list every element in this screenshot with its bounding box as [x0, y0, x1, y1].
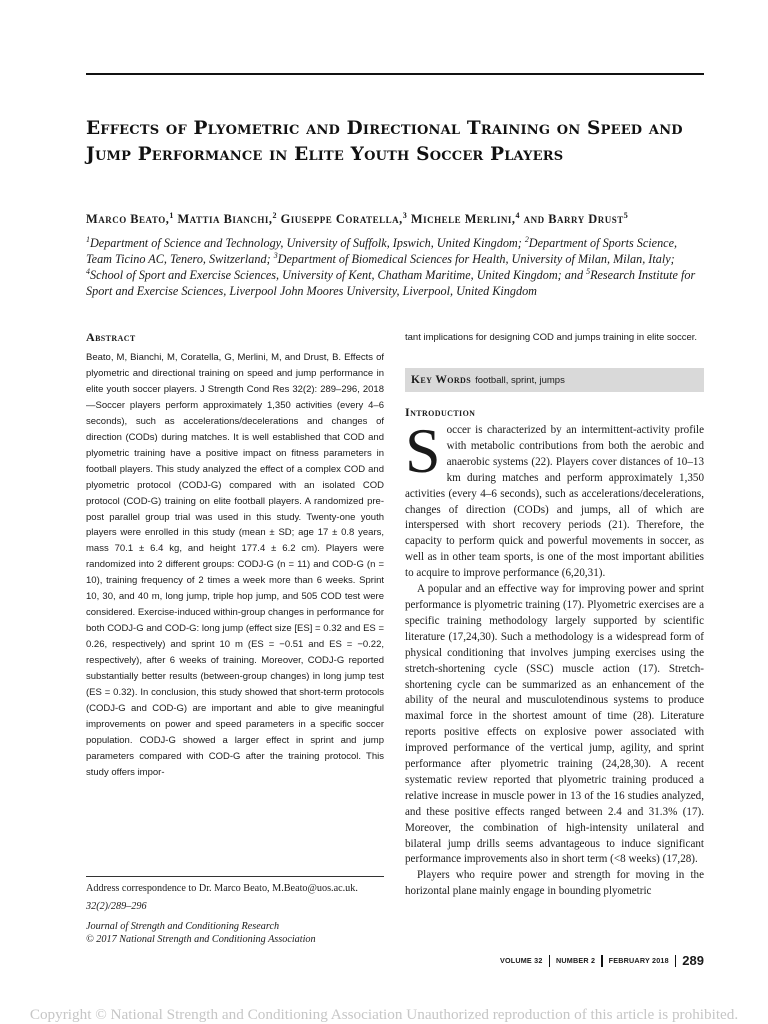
affiliation-marker: 3 [273, 250, 278, 260]
affiliation-text: Department of Science and Technology, University of Suffolk, Ipswich, United Kingdom; [89, 236, 525, 250]
affiliations [86, 235, 704, 299]
volume-label: VOLUME 32 [499, 956, 543, 965]
introduction-body [405, 415, 704, 900]
paragraph: A popular and an effective way for improving power and sprint performance is plyometric training (17). Plyometric exercises are a specific training methodology largely supported by scientific literature (17,24,30). Such a methodology is a widespread form of physical conditioning that involves jumping exercises using the stretch-shortening cycle (SSC) muscle action (17). Stretch-shortening cycle can be summarized as an enhancement of the ability of the neural and musculotendinous systems to produce maximal force in the shortest amount of time (28). Literature reports positive effects on explosive power associated with improved performance of the vertical jump, agility, and sprint performance after plyometric training (24,28,30). A recent systematic review reported that plyometric training produced a relative increase in muscle power in 13 of the 16 studies analyzed, and these positive effects ranged between 2.4 and 31.3% (17). Moreover, the combination of high-intensity unilateral and bilateral jump drills seems advantageous to induce significant performance improvements also in short term (<8 weeks) (17,28). [405, 583, 704, 866]
journal-name: Journal of Strength and Conditioning Research [86, 921, 280, 932]
keywords-box [405, 368, 704, 392]
author-affiliation-marker: 5 [623, 210, 629, 220]
abstract-heading: Abstract [86, 330, 136, 344]
keywords-heading: Key Words [411, 374, 472, 386]
introduction-heading: Introduction [405, 405, 476, 419]
author-affiliation-marker: 4 [515, 210, 521, 220]
footer-divider [601, 955, 603, 967]
affiliation-marker: 4 [86, 266, 90, 276]
page-number: 289 [682, 953, 704, 968]
affiliation-marker: 1 [86, 234, 90, 244]
affiliation-marker: 5 [586, 266, 591, 276]
issue-date: FEBRUARY 2018 [608, 956, 669, 965]
author-affiliation-marker: 3 [402, 210, 408, 220]
author-name: Giuseppe Coratella, [280, 212, 403, 226]
paragraph: Players who require power and strength for moving in the horizontal plane mainly engage in bounding plyometric [405, 869, 704, 898]
drop-cap: S [405, 415, 441, 486]
abstract-body: Beato, M, Bianchi, M, Coratella, G, Merlini, M, and Drust, B. Effects of plyometric and directional training on speed and jump performance in elite youth soccer players. J Strength Cond Res 32(2): 289–296, 2018—Soccer players perform approximately 1,350 activities (every 4–6 seconds), such as accelerations/decelerations and changes of direction (CODs) during matches. It is well established that COD and plyometric training have a positive impact on fitness parameters in football players. This study analyzed the effect of a complex COD and plyometric protocol (CODJ-G) compared with an isolated COD protocol (COD-G) training on elite football players. A randomized pre-post parallel group trial was used in this study. Twenty-one youth players were enrolled in this study (mean ± SD; age 17 ± 0.8 years, mass 70.1 ± 6.4 kg, and height 177.4 ± 6.2 cm). Players were randomized into 2 different groups: CODJ-G (n = 11) and COD-G (n = 10), training frequency of 2 times a week more than 6 weeks. Sprint 10, 30, and 40 m, long jump, triple hop jump, and 505 COD test were considered. Exercise-induced within-group changes in performance for both CODJ-G and COD-G: long jump (effect size [ES] = 0.32 and ES = 0.26, respectively) and sprint 10 m (ES = −0.51 and ES = −0.22, respectively), after 6 weeks of training. Moreover, CODJ-G reported substantially better results (between-group changes) in long jump test (ES = 0.32). In conclusion, this study showed that short-term protocols (CODJ-G and COD-G) are important and able to give meaningful improvements on power and speed parameters in a specific soccer population. CODJ-G showed a larger effect in sprint and jump parameters compared with COD-G after the training protocol. This study offers impor- [86, 352, 384, 778]
copyright-watermark: Copyright © National Strength and Conditioning Association Unauthorized reproduction of this article is prohibited. [29, 1006, 739, 1023]
abstract-continuation: tant implications for designing COD and jumps training in elite soccer. [405, 332, 698, 343]
affiliation-text: Department of Biomedical Sciences for Health, University of Milan, Milan, Italy; [277, 252, 675, 266]
affiliation-text: Department of Sports Science, Team Ticino AC, Tenero, Switzerland; [86, 236, 678, 266]
correspondence-note: Address correspondence to Dr. Marco Beato, M.Beato@uos.ac.uk. [86, 883, 358, 894]
author-affiliation-marker: 2 [272, 210, 278, 220]
paragraph [405, 415, 704, 582]
footer-divider [549, 955, 551, 967]
author-name: Michele Merlini, [410, 212, 516, 226]
footnote-rule [86, 876, 384, 877]
citation-note: 32(2)/289–296 [86, 901, 147, 912]
issue-number: NUMBER 2 [556, 956, 596, 965]
author-affiliation-marker: 1 [169, 210, 174, 220]
copyright-note: © 2017 National Strength and Conditioning Association [86, 934, 316, 945]
affiliation-text: School of Sport and Exercise Sciences, University of Kent, Chatham Maritime, United Kingdom; and [89, 268, 587, 282]
affiliation-text: Research Institute for Sport and Exercise Sciences, Liverpool John Moores University, Liverpool, United Kingdom [86, 268, 696, 298]
author-list [86, 212, 711, 227]
footer-divider [675, 955, 677, 967]
author-name: and Barry Drust [523, 212, 624, 226]
article-title: Effects of Plyometric and Directional Training on Speed and Jump Performance in Elite Youth Soccer Players [86, 118, 683, 165]
affiliation-marker: 2 [524, 234, 529, 244]
header-rule [86, 73, 704, 75]
author-name: Marco Beato, [86, 212, 170, 226]
page-footer [500, 953, 704, 968]
author-name: Mattia Bianchi, [177, 212, 273, 226]
paragraph-text: occer is characterized by an intermittent-activity profile with metabolic contributions from both the aerobic and anaerobic systems (22). Players cover distances of 10–13 km during matches and perform approximately 1,350 activities (every 4–6 seconds), such as accelerations/decelerations, changes of direction (CODs) and jumps, all of which are interspersed with short recovery periods (21). Therefore, the capacity to perform quick and powerful movements in soccer, as well as in other team sports, is one of the most important abilities to acquire to improve performance (6,20,31). [405, 424, 704, 580]
keywords-list: football, sprint, jumps [475, 374, 565, 386]
